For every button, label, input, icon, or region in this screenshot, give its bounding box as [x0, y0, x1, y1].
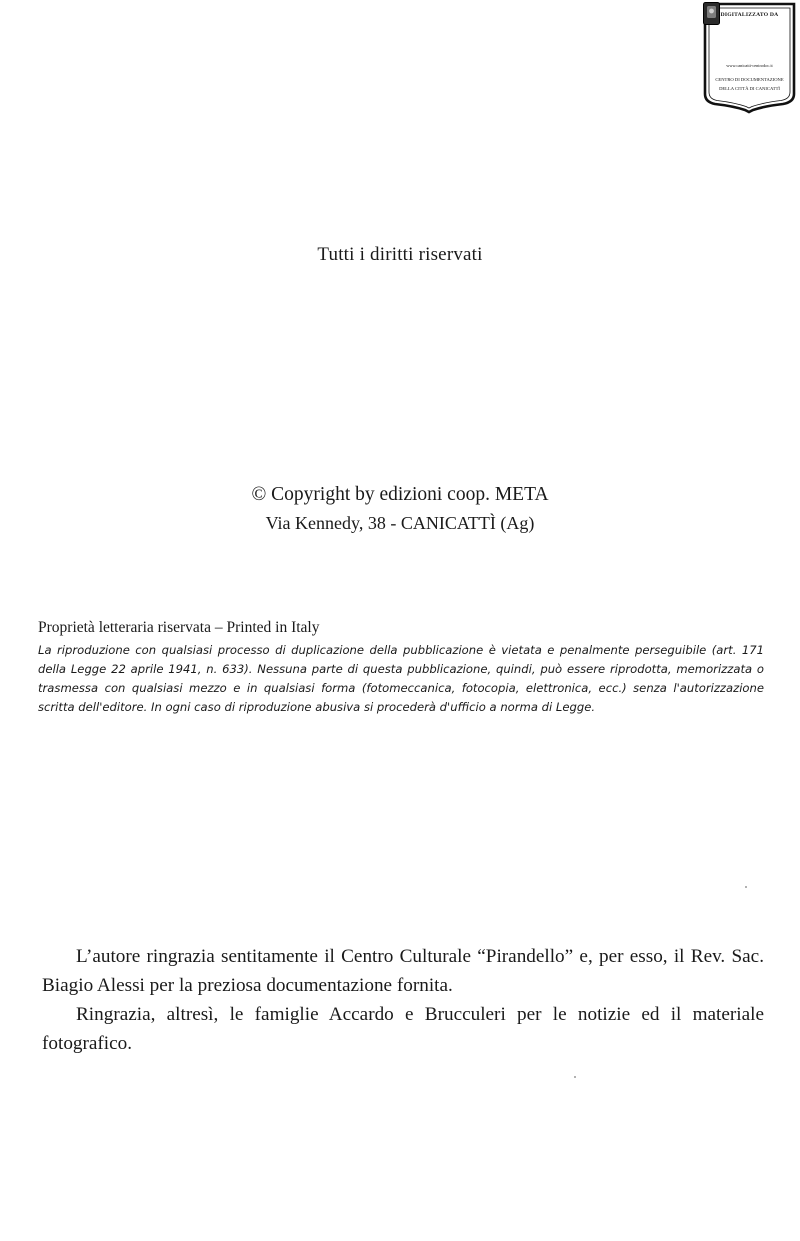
copyright-line: © Copyright by edizioni coop. META	[251, 484, 549, 505]
stamp-url: www.canicatti-centrodoc.it	[726, 63, 773, 68]
coat-of-arms-icon	[703, 2, 720, 25]
rights-notice: Tutti i diritti riservati	[317, 244, 483, 265]
legal-heading: Proprietà letteraria riservata – Printed in Italy	[38, 619, 320, 636]
scan-speck	[574, 1076, 576, 1078]
acknowledgement-paragraph-1: L’autore ringrazia sentitamente il Centro Culturale “Pirandello” e, per esso, il Rev. Sac. Biagio Alessi per la preziosa documentazione fornita.	[42, 946, 764, 996]
stamp-org-line-1: CENTRO DI DOCUMENTAZIONE	[715, 77, 784, 82]
stamp-title: DIGITALIZZATO DA	[720, 12, 779, 18]
scan-speck	[745, 886, 747, 888]
digitalization-stamp	[703, 2, 796, 114]
stamp-org-line-2: DELLA CITTÀ DI CANICATTÌ	[719, 86, 780, 91]
publisher-address: Via Kennedy, 38 - CANICATTÌ (Ag)	[265, 513, 535, 533]
legal-notice: La riproduzione con qualsiasi processo di duplicazione della pubblicazione è vietata e penalmente perseguibile (art. 171 della Legge 22 aprile 1941, n. 633). Nessuna parte di questa pubblicazione, quindi, può essere riprodotta, memorizzata o trasmessa con qualsiasi mezzo e in qualsiasi forma (fotomeccanica, fotocopia, elettronica, ecc.) senza l'autorizzazione scritta dell'editore. In ogni caso di riproduzione abusiva si procederà d'ufficio a norma di Legge.	[38, 643, 764, 714]
acknowledgement-paragraph-2: Ringrazia, altresì, le famiglie Accardo e Brucculeri per le notizie ed il materiale fotografico.	[42, 1004, 764, 1054]
acknowledgements	[42, 942, 764, 1058]
